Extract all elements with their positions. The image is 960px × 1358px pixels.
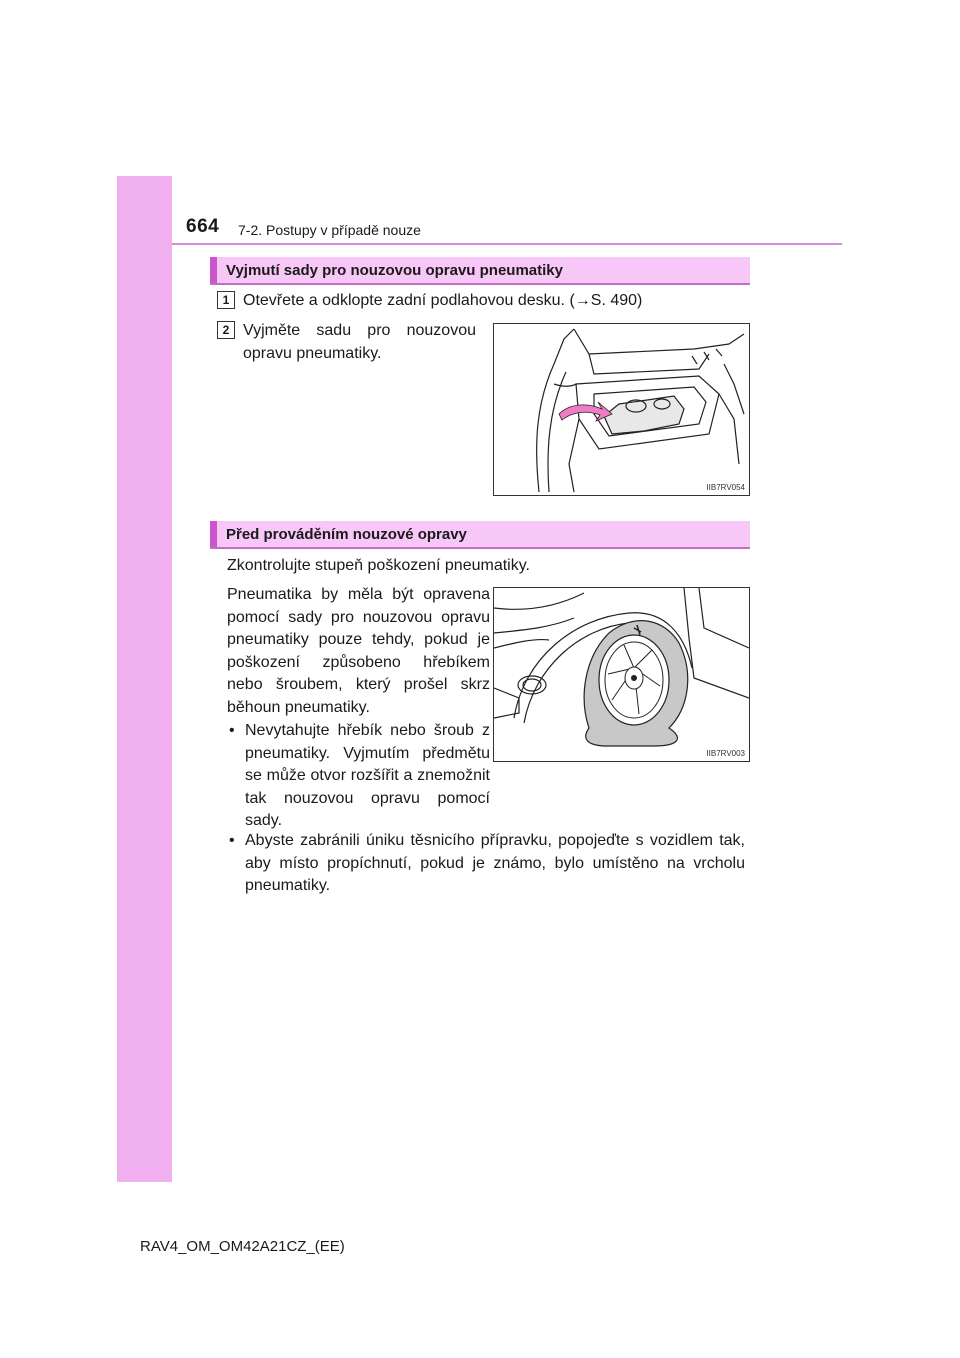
bullet-list-item xyxy=(227,830,745,898)
page-number: 664 xyxy=(186,216,220,237)
bullet-glyph: • xyxy=(229,722,235,739)
document-code: RAV4_OM_OM42A21CZ_(EE) xyxy=(140,1238,345,1255)
step-number-1: 1 xyxy=(217,291,235,309)
bullet-text-position-puncture: Abyste zabránili úniku těsnicího přípravku, popojeďte s vozidlem tak, aby místo propíchnutí, pokud je známo, bylo umístěno na vrcholu pneumatiky. xyxy=(245,832,745,894)
repair-conditions-paragraph: Pneumatika by měla být opravena pomocí sady pro nouzovou opravu pneumatiky pouze tehdy, pokud je poškození způsobeno hřebíkem nebo šroubem, který prošel skrz běhoun pneumatiky. xyxy=(227,586,490,716)
chapter-tab-sidebar xyxy=(117,176,172,1182)
bullet-text-do-not-remove-nail: Nevytahujte hřebík nebo šroub z pneumatiky. Vyjmutím předmětu se může otvor rozšířit a znemožnit tak nouzovou opravu pomocí sady. xyxy=(245,722,490,829)
tire-illustration xyxy=(494,588,749,761)
header-divider xyxy=(172,243,842,245)
figure-punctured-tire xyxy=(493,587,750,762)
figure-code: IIB7RV054 xyxy=(706,483,745,492)
step-1-text: Otevřete a odklopte zadní podlahovou desku. (→S. 490) xyxy=(243,292,643,309)
section-title: Před prováděním nouzové opravy xyxy=(226,526,467,543)
figure-code: IIB7RV003 xyxy=(706,749,745,758)
section-title: Vyjmutí sady pro nouzovou opravu pneumatiky xyxy=(226,262,563,279)
step-number-2: 2 xyxy=(217,321,235,339)
heading-accent-bar xyxy=(210,521,217,547)
section-heading-before-repair xyxy=(210,521,750,549)
chapter-title: 7-2. Postupy v případě nouze xyxy=(238,222,421,238)
section-heading-remove-kit xyxy=(210,257,750,285)
trunk-illustration xyxy=(494,324,749,495)
heading-accent-bar xyxy=(210,257,217,283)
bullet-glyph: • xyxy=(229,832,235,849)
bullet-list-item xyxy=(227,720,490,833)
check-damage-text: Zkontrolujte stupeň poškození pneumatiky. xyxy=(227,557,530,574)
figure-luggage-compartment xyxy=(493,323,750,496)
step-2-text: Vyjměte sadu pro nouzovou opravu pneumatiky. xyxy=(243,322,476,362)
